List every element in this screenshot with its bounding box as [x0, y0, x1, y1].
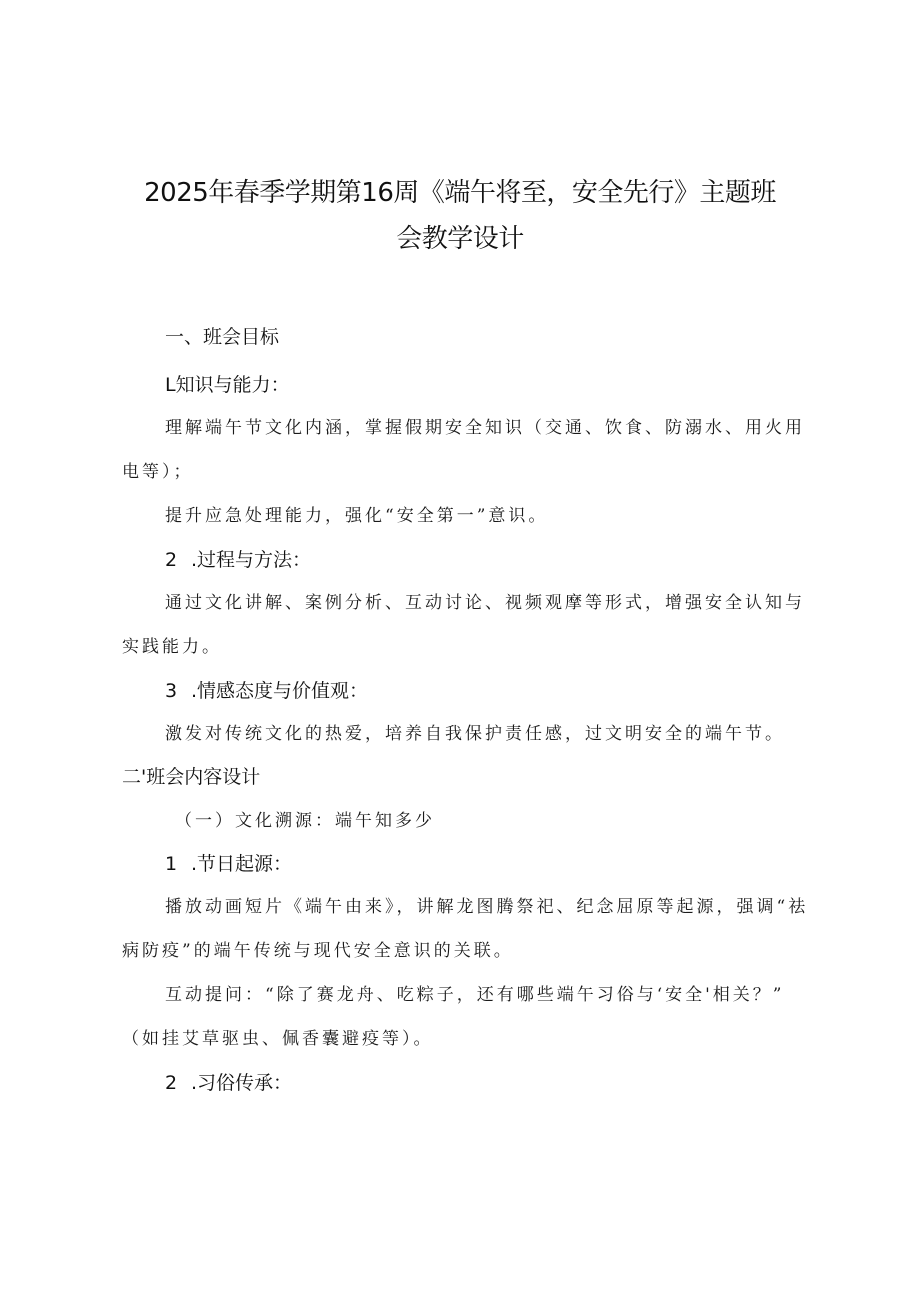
- paragraph-origin-line-1: 播放动画短片《端午由来》，讲解龙图腾祭祀、纪念屈原等起源，强调“祛: [165, 897, 809, 917]
- section-heading-content: 二'班会内容设计: [122, 766, 261, 788]
- paragraph-process-line-2: 实践能力。: [122, 637, 222, 657]
- item-origin: [165, 849, 292, 876]
- subheading-process: [165, 545, 311, 572]
- subheading-values-number: 3: [165, 680, 178, 702]
- paragraph-question-line-2: （如挂艾草驱虫、佩香囊避疫等）。: [122, 1029, 434, 1049]
- subheading-process-number: 2: [165, 549, 178, 571]
- subheading-process-label: .过程与方法：: [191, 549, 312, 571]
- item-origin-number: 1: [165, 853, 178, 875]
- paragraph-question-line-1: 互动提问：“除了赛龙舟、吃粽子，还有哪些端午习俗与‘安全'相关？”: [165, 985, 785, 1005]
- paragraph-emergency: 提升应急处理能力，强化“安全第一”意识。: [165, 506, 549, 526]
- paragraph-knowledge-line-1: 理解端午节文化内涵，掌握假期安全知识（交通、饮食、防溺水、用火用: [165, 418, 805, 438]
- item-customs: [165, 1068, 292, 1095]
- subsection-culture: （一）文化溯源：端午知多少: [175, 811, 435, 831]
- paragraph-values: 激发对传统文化的热爱，培养自我保护责任感，过文明安全的端午节。: [165, 724, 785, 744]
- item-customs-number: 2: [165, 1072, 178, 1094]
- paragraph-origin-line-2: 病防疫”的端午传统与现代安全意识的关联。: [122, 941, 514, 961]
- subheading-knowledge: L知识与能力：: [165, 374, 290, 396]
- document-title-line-2: 会教学设计: [396, 224, 524, 254]
- item-origin-label: .节日起源：: [191, 853, 293, 875]
- item-customs-label: .习俗传承：: [191, 1072, 293, 1094]
- document-title-line-1: 2025年春季学期第16周《端午将至，安全先行》主题班: [144, 178, 776, 208]
- paragraph-process-line-1: 通过文化讲解、案例分析、互动讨论、视频观摩等形式，增强安全认知与: [165, 593, 805, 613]
- subheading-values-label: .情感态度与价值观：: [191, 680, 369, 702]
- paragraph-knowledge-line-2: 电等）；: [122, 462, 194, 482]
- subheading-values: [165, 676, 368, 703]
- section-heading-goals: 一、班会目标: [165, 326, 280, 348]
